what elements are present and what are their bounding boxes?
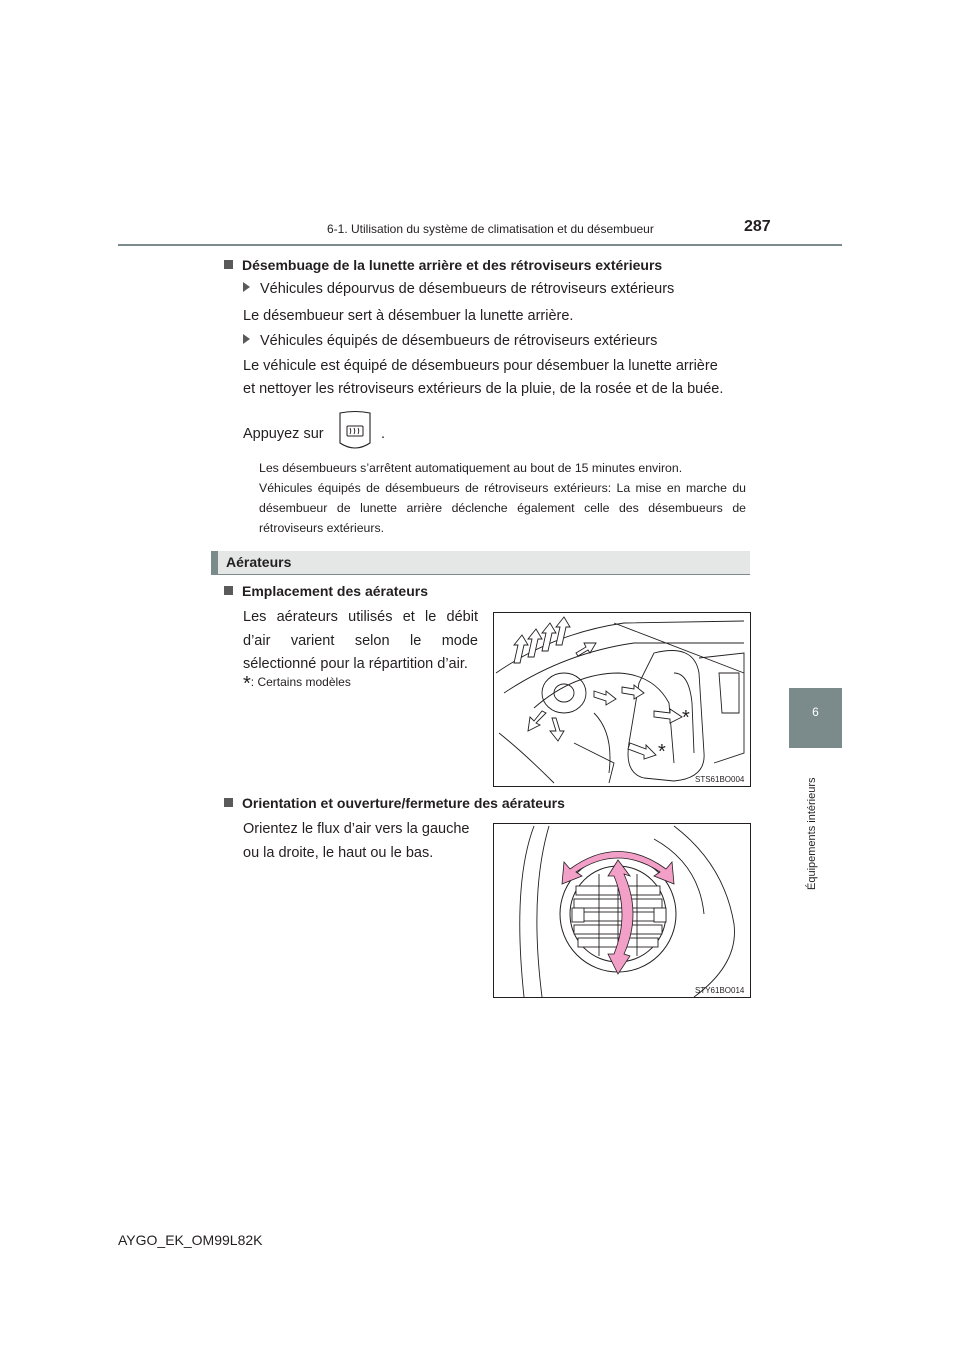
rear-defogger-button-icon: [334, 409, 376, 455]
press-after: .: [381, 426, 386, 442]
vents-orientation-text: Orientez le flux d’air vers la gauche ou la droite, le haut ou le bas.: [243, 821, 470, 861]
vents-orientation-heading: Orientation et ouverture/fermeture des aérateurs: [224, 795, 565, 811]
defog-case-2: Véhicules équipés de désembueurs de rétroviseurs extérieurs: [243, 330, 657, 354]
header-section-title: 6-1. Utilisation du système de climatisation et du désembueur: [327, 222, 654, 236]
press-before: Appuyez sur: [243, 426, 324, 442]
defog-note-1: Les désembueurs s’arrêtent automatiquement au bout de 15 minutes environ.: [259, 461, 683, 475]
car-interior-illustration: [494, 613, 750, 786]
square-bullet-icon: [224, 260, 233, 269]
vents-orientation-figure: [493, 823, 751, 998]
square-bullet-icon: [224, 798, 233, 807]
vents-location-figure: [493, 612, 751, 787]
section-bar-accent: [211, 551, 218, 574]
defog-text-1: Le désembueur sert à désembuer la lunette arrière.: [243, 308, 574, 324]
triangle-bullet-icon: [243, 282, 250, 292]
defog-heading: Désembuage de la lunette arrière et des rétroviseurs extérieurs: [224, 257, 662, 273]
triangle-bullet-icon: [243, 334, 250, 344]
square-bullet-icon: [224, 586, 233, 595]
vents-location-text: Les aérateurs utilisés et le débit d’air varient selon le mode sélectionné pour la répartition d’air.: [243, 609, 478, 672]
defog-text-2a: Le véhicule est équipé de désembueurs pour désembuer la lunette arrière: [243, 358, 718, 374]
vents-location-heading: Emplacement des aérateurs: [224, 583, 428, 599]
air-vent-illustration: [494, 824, 750, 997]
footnote: *: Certains modèles: [243, 673, 351, 695]
defog-note-2: Véhicules équipés de désembueurs de rétroviseurs extérieurs: La mise en marche du désembueur de lunette arrière déclenche également celle des désembueurs de rétroviseurs extérieurs.: [259, 481, 746, 535]
defog-case-1: Véhicules dépourvus de désembueurs de rétroviseurs extérieurs: [243, 278, 674, 302]
chapter-label: Équipements intérieurs: [806, 777, 818, 890]
figure-code: STY61BO014: [695, 986, 745, 995]
figure-star-2: *: [658, 741, 666, 763]
figure-star-1: *: [682, 707, 690, 729]
page-number: 287: [744, 218, 771, 235]
figure-code: STS61BO004: [695, 775, 745, 784]
chapter-number: 6: [812, 705, 819, 719]
footer-code: AYGO_EK_OM99L82K: [118, 1232, 263, 1248]
defog-text-2b: et nettoyer les rétroviseurs extérieurs de la pluie, de la rosée et de la buée.: [243, 381, 724, 397]
section-bar-rule: [211, 574, 750, 575]
section-bar: [211, 551, 750, 574]
section-title: Aérateurs: [226, 554, 292, 570]
header-rule: [118, 244, 842, 246]
